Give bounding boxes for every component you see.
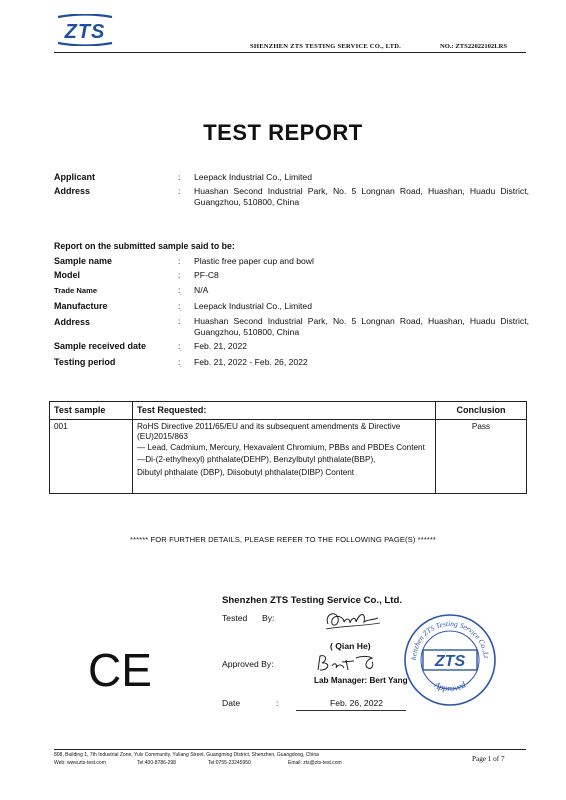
date-underline xyxy=(296,710,406,711)
colon: : xyxy=(178,316,181,326)
sample-value: Feb. 21, 2022 - Feb. 26, 2022 xyxy=(194,357,308,367)
sample-value: Leepack Industrial Co., Limited xyxy=(194,301,312,311)
colon: : xyxy=(178,285,181,295)
footer-web: Web: www.zts-test.com xyxy=(54,760,106,766)
ce-mark-icon xyxy=(88,644,152,692)
approval-seal-icon xyxy=(402,612,498,708)
header-test-sample: Test sample xyxy=(50,402,133,420)
address-label: Address xyxy=(54,186,91,196)
tester-name: ( Qian He) xyxy=(330,641,371,651)
sample-value: N/A xyxy=(194,285,209,295)
footer-email: Email: zts@zts-test.com xyxy=(288,760,342,766)
header-conclusion: Conclusion xyxy=(436,402,527,420)
date-colon: : xyxy=(276,698,279,708)
sample-value: PF-C8 xyxy=(194,270,219,280)
sample-label: Testing period xyxy=(54,357,116,367)
footer-address: 808, Building 1, 7th Industrial Zone, Yulv Community, Yuliang Street, Guangming District, Shenzhen, Guangdong, China xyxy=(54,752,319,758)
tester-signature xyxy=(322,608,382,634)
results-table xyxy=(49,401,527,494)
sample-label: Address xyxy=(54,317,91,327)
sample-label: Model xyxy=(54,270,80,280)
cell-conclusion: Pass xyxy=(436,419,527,493)
footer-tel-2: Tel:0755-23245950 xyxy=(208,760,251,766)
lab-manager: Lab Manager: Bert Yang xyxy=(314,676,408,685)
colon: : xyxy=(178,341,181,351)
colon: : xyxy=(178,256,181,266)
date-label: Date xyxy=(222,698,241,708)
tested-by-label: By: xyxy=(262,613,275,623)
sample-value: Feb. 21, 2022 xyxy=(194,341,248,351)
footer-tel-1: Tel:400-8786-298 xyxy=(137,760,176,766)
page-title: TEST REPORT xyxy=(203,120,363,145)
header-divider xyxy=(54,52,526,53)
report-number: NO.: ZTS22022102LRS xyxy=(440,43,508,50)
date-value: Feb. 26, 2022 xyxy=(330,698,384,708)
table-header-row xyxy=(50,402,527,420)
svg-text:Approved: Approved xyxy=(432,679,468,694)
tested-label: Tested xyxy=(222,613,248,623)
sample-label: Manufacture xyxy=(54,301,108,311)
svg-text:CE: CE xyxy=(88,644,152,692)
request-line: RoHS Directive 2011/65/EU and its subsequent amendments & Directive (EU)2015/863 xyxy=(137,421,401,441)
colon: : xyxy=(178,357,181,367)
sample-label: Trade Name xyxy=(54,286,98,295)
approver-signature xyxy=(312,652,380,676)
colon: : xyxy=(178,172,181,182)
sample-label: Sample received date xyxy=(54,341,147,351)
further-details-note: ****** FOR FURTHER DETAILS, PLEASE REFER TO THE FOLLOWING PAGE(S) ****** xyxy=(130,535,436,544)
logo-text: ZTS xyxy=(64,21,106,43)
sample-section-title: Report on the submitted sample said to be: xyxy=(54,241,235,251)
address-value: Huashan Second Industrial Park, No. 5 Longnan Road, Huashan, Huadu District, Guangzhou, 510800, China xyxy=(194,186,529,207)
applicant-label: Applicant xyxy=(54,172,96,182)
signing-company: Shenzhen ZTS Testing Service Co., Ltd. xyxy=(222,595,402,606)
applicant-value: Leepack Industrial Co., Limited xyxy=(194,172,312,182)
request-line: Dibutyl phthalate (DBP), Diisobutyl phthalate(DIBP) Content xyxy=(137,467,355,477)
colon: : xyxy=(178,186,181,196)
request-line: — Lead, Cadmium, Mercury, Hexavalent Chromium, PBBs and PBDEs Content xyxy=(137,442,425,452)
header-company-name: SHENZHEN ZTS TESTING SERVICE CO., LTD. xyxy=(250,43,402,50)
cell-test-requested xyxy=(133,419,436,493)
svg-text:Shenzhen ZTS Testing Service C: henzhen ZTS Testing Service Co.,Lt xyxy=(408,618,491,661)
header-test-requested: Test Requested: xyxy=(133,402,436,420)
approved-by-label: Approved By: xyxy=(222,659,274,669)
sample-label: Sample name xyxy=(54,256,113,266)
colon: : xyxy=(178,270,181,280)
zts-logo xyxy=(54,14,116,46)
sample-value: Plastic free paper cup and bowl xyxy=(194,256,314,266)
cell-sample-id: 001 xyxy=(50,419,133,493)
footer-divider xyxy=(54,749,526,750)
colon: : xyxy=(178,301,181,311)
sample-value: Huashan Second Industrial Park, No. 5 Longnan Road, Huashan, Huadu District, Guangzhou, 510800, China xyxy=(194,316,529,337)
page-number: Page 1 of 7 xyxy=(472,755,505,763)
table-row xyxy=(50,419,527,493)
svg-text:ZTS: ZTS xyxy=(434,653,466,670)
request-line: —Di-(2-ethylhexyl) phthalate(DEHP), Benzylbutyl phthalate(BBP), xyxy=(137,455,376,464)
